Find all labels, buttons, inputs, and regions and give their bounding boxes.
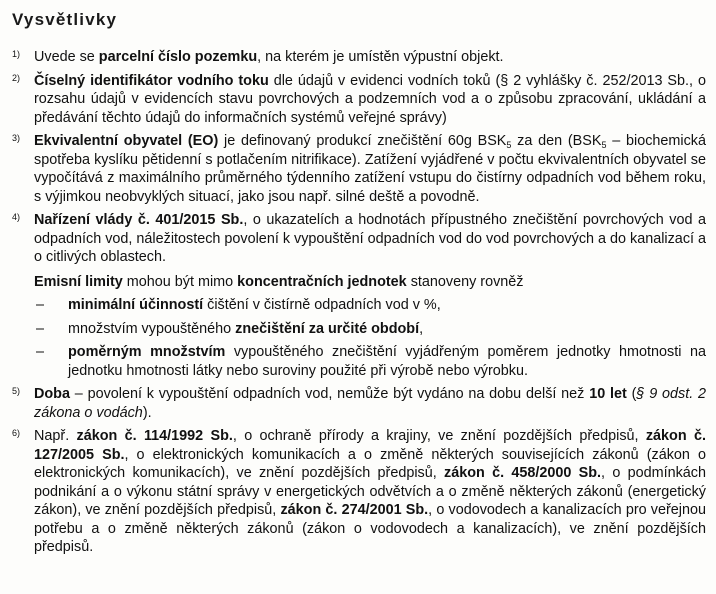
note-6	[10, 427, 706, 557]
dash-bullet: –	[36, 344, 45, 360]
dash-bullet: –	[36, 297, 45, 313]
note-text: Číselný identifikátor vodního toku dle údajů v evidenci vodních toků (§ 2 vyhlášky č. 252/2013 Sb., o rozsahu údajů v evidencích stavu povrchových a podzemních vod a o způsobu zpracování, ukládání a předávání těchto údajů do informačních systémů veřejné správy)	[34, 72, 706, 126]
note-text: Např. zákon č. 114/1992 Sb., o ochraně přírody a krajiny, ve znění pozdějších předpisů, zákon č. 127/2005 Sb., o elektronických komunikacích a o změně některých souvisejících zákonů (zákon o elektronických komunikacích), ve znění pozdějších předpisů, zákon č. 458/2000 Sb., o podmínkách podnikání a o výkonu státní správy v energetických odvětvích a o změně některých zákonů (energetický zákon), ve znění pozdějších předpisů, zákon č. 274/2001 Sb., o vodovodech a kanalizacích pro veřejnou potřebu a o změně některých zákonů (zákon o vodovodech a kanalizacích), ve znění pozdějších předpisů.	[34, 428, 706, 555]
note-number: 5)	[12, 386, 21, 396]
dash-bullet: –	[36, 320, 45, 337]
note-number: 2)	[12, 72, 21, 83]
note-5	[10, 385, 706, 422]
note-text: Ekvivalentní obyvatel (EO) je definovaný produkcí znečištění 60g $BSK_5$ za den ($BSK_5$ – biochemická spotřeba kyslíku pětidenní s potlačením nitrifikace). Zatížení vyjádřené v počtu ekvivalentních obyvatel se vypočítává z maximálního průměrného týdenního zatížení vstupu do čistírny odpadních vod během roku, s výjimkou neobvyklých situací, jako jsou např. silné deště a povodně.	[34, 133, 706, 205]
list-item: – minimální účinností čištění v čistírně odpadních vod v %,	[36, 297, 441, 313]
note-number: 4)	[12, 212, 21, 222]
note-2	[10, 72, 706, 128]
note-text: Nařízení vlády č. 401/2015 Sb., o ukazatelích a hodnotách přípustného znečištění povrchových vod a odpadních vod, náležitostech povolení k vypouštění odpadních vod do vod povrchových a do kanalizací a o citlivých oblastech.	[34, 212, 707, 265]
note-number: 6)	[12, 428, 21, 438]
emission-limits-list	[34, 296, 706, 380]
list-item: – poměrným množstvím vypouštěného znečištění vyjádřeným poměrem jednotky hmotnosti na jednotku hmotnosti látky nebo suroviny použité při výrobě nebo výrobku.	[36, 344, 706, 379]
note-text: Doba – povolení k vypouštění odpadních vod, nemůže být vydáno na dobu delší než 10 let (§ 9 odst. 2 zákona o vodách).	[34, 386, 706, 421]
page-title: Vysvětlivky	[12, 10, 118, 29]
note-3	[10, 132, 706, 206]
list-item: – množstvím vypouštěného znečištění za určité období,	[36, 320, 424, 337]
note-4	[10, 211, 706, 380]
note-number: 1)	[12, 49, 21, 59]
note-1	[10, 48, 706, 67]
note-number: 3)	[12, 133, 21, 143]
note-text: Uvede se parcelní číslo pozemku, na kterém je umístěn výpustní objekt.	[34, 49, 504, 65]
emission-limits-text: Emisní limity mohou být mimo koncentračních jednotek stanoveny rovněž	[34, 273, 524, 290]
